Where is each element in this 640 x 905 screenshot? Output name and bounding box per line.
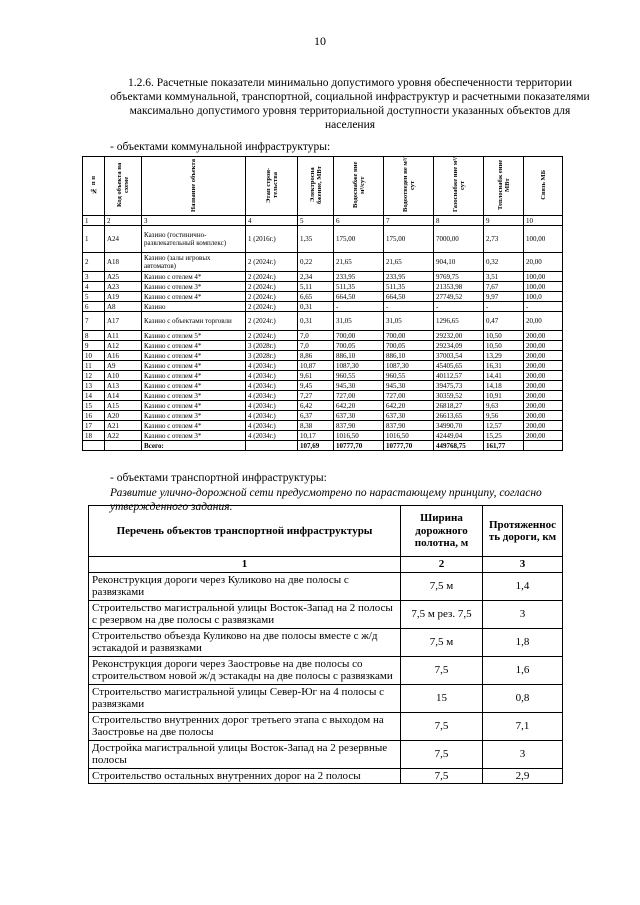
table1-cell: А22 [105, 431, 142, 441]
table1-cell: 3 (2028г.) [246, 341, 298, 351]
table1-cell: 14 [83, 391, 105, 401]
table2-header-row [89, 506, 563, 557]
table2-row [89, 740, 563, 768]
table2-cell: 7,5 м рез. 7,5 [401, 600, 483, 628]
table1-cell: А14 [105, 391, 142, 401]
table1-header: Связь МБ [524, 157, 563, 216]
table1-cell: А16 [105, 351, 142, 361]
table1-cell: 2,34 [298, 272, 334, 282]
table1-cell: А24 [105, 226, 142, 253]
table1-cell: 100,00 [524, 272, 563, 282]
table2-colnum-row [89, 557, 563, 573]
table1-cell: 39475,73 [434, 381, 484, 391]
table1-cell: 42449,04 [434, 431, 484, 441]
table1-header: Название объекта [142, 157, 246, 216]
table1-cell: Казино с отелем 4* [142, 421, 246, 431]
table2-cell: 2,9 [483, 768, 563, 784]
table1-cell: А25 [105, 272, 142, 282]
table1-cell: 14,41 [484, 371, 524, 381]
table1-cell: Казино с объектами торговли [142, 312, 246, 331]
table1-cell: 904,10 [434, 253, 484, 272]
table1-header: Электросна бжение, МВт [298, 157, 334, 216]
table1-cell: 511,35 [384, 282, 434, 292]
table1-cell: 2,73 [484, 226, 524, 253]
table2-cell: 7,5 [401, 768, 483, 784]
table1-cell: 29232,00 [434, 331, 484, 341]
table1-cell: А21 [105, 421, 142, 431]
table1-cell: - [484, 302, 524, 312]
table1-cell: 175,00 [334, 226, 384, 253]
table1-cell: 9,45 [298, 381, 334, 391]
table1-row [83, 421, 563, 431]
table1-cell: 3 (2028г.) [246, 351, 298, 361]
table1-row [83, 282, 563, 292]
table1-cell: 7 [83, 312, 105, 331]
table2-cell: Строительство объезда Куликово на две полосы вместе с ж/д эстакадой и развязками [89, 628, 401, 656]
table2-header: Ширина дорожного полотна, м [401, 506, 483, 557]
table1-cell: 8 [83, 331, 105, 341]
table1-cell: Казино с отелем 4* [142, 381, 246, 391]
table1-cell: 200,00 [524, 331, 563, 341]
table1-cell: 37003,54 [434, 351, 484, 361]
table1-row [83, 391, 563, 401]
table1-cell: 637,30 [384, 411, 434, 421]
table1-cell: 4 [83, 282, 105, 292]
table2-row [89, 768, 563, 784]
table2-cell: 7,5 [401, 656, 483, 684]
table1-cell: 175,00 [384, 226, 434, 253]
table1-cell: 10,50 [484, 341, 524, 351]
table1-total-cell: 107,69 [298, 441, 334, 451]
table1-total-cell: Всего: [142, 441, 246, 451]
table1-cell: 6,42 [298, 401, 334, 411]
table1-cell: 5 [83, 292, 105, 302]
table1-cell: 7 [384, 216, 434, 226]
table1-cell: Казино с отелем 4* [142, 351, 246, 361]
table1-cell: Казино с отелем 3* [142, 282, 246, 292]
table1-cell: 664,50 [384, 292, 434, 302]
table1-cell: 1296,65 [434, 312, 484, 331]
table1-cell: 1087,30 [384, 361, 434, 371]
table2-cell: 7,5 [401, 712, 483, 740]
table1-cell: - [434, 302, 484, 312]
table1-cell: 16 [83, 411, 105, 421]
table1-cell: 511,35 [334, 282, 384, 292]
table1-row [83, 371, 563, 381]
table1-row [83, 381, 563, 391]
table2-cell: Реконструкция дороги через Куликово на две полосы с развязками [89, 572, 401, 600]
table1-row [83, 302, 563, 312]
table1-cell: 700,00 [334, 331, 384, 341]
table1-cell: 727,00 [334, 391, 384, 401]
table1-cell: 7,67 [484, 282, 524, 292]
table1-header: № п п [83, 157, 105, 216]
table2-cell: 7,5 м [401, 572, 483, 600]
table1-cell: 29234,09 [434, 341, 484, 351]
table1-cell: 4 (2034г.) [246, 411, 298, 421]
table1-header-row [83, 157, 563, 216]
table1-total-cell: 10777,70 [334, 441, 384, 451]
table2-cell: 0,8 [483, 684, 563, 712]
table2-cell: 7,5 [401, 740, 483, 768]
table1-cell: 200,00 [524, 381, 563, 391]
table2-cell: Достройка магистральной улицы Восток-Запад на 2 резервные полосы [89, 740, 401, 768]
table1-cell: 13,29 [484, 351, 524, 361]
table1-cell: 21,65 [384, 253, 434, 272]
table2-cell: 15 [401, 684, 483, 712]
table1-cell: 642,20 [334, 401, 384, 411]
table1-cell: Казино с отелем 3* [142, 431, 246, 441]
table1-row [83, 351, 563, 361]
table1-cell: 2 (2024г.) [246, 302, 298, 312]
table1-cell: 6 [334, 216, 384, 226]
table1-cell: 26613,65 [434, 411, 484, 421]
table2-cell: 1,8 [483, 628, 563, 656]
table1-header: Теплоснабж ение МВт [484, 157, 524, 216]
table1-cell: А8 [105, 302, 142, 312]
table1-cell: 2 (2024г.) [246, 312, 298, 331]
table1-header: Водоотведен ие м³/сут [384, 157, 434, 216]
table1-cell: 960,55 [334, 371, 384, 381]
table2-cell: 1,4 [483, 572, 563, 600]
table1-cell: 200,00 [524, 391, 563, 401]
table1-cell: 3 [142, 216, 246, 226]
table1-cell: 4 (2034г.) [246, 401, 298, 411]
table1-row [83, 411, 563, 421]
table1-cell: 700,05 [384, 341, 434, 351]
table1-cell: 837,90 [334, 421, 384, 431]
table1-total-cell [246, 441, 298, 451]
table1-cell: 10,91 [484, 391, 524, 401]
table2-header: Протяженнос ть дороги, км [483, 506, 563, 557]
table1-cell: 8 [434, 216, 484, 226]
table1-cell: 200,00 [524, 361, 563, 371]
table1-cell: 10 [524, 216, 563, 226]
table1-cell: 0,31 [298, 302, 334, 312]
table1-cell: 100,00 [524, 282, 563, 292]
table1-cell: 26818,27 [434, 401, 484, 411]
table1-cell: 1087,30 [334, 361, 384, 371]
table1-cell: 9,63 [484, 401, 524, 411]
table1-cell: - [524, 302, 563, 312]
table1-cell: 14,18 [484, 381, 524, 391]
table2-cell: Строительство магистральной улицы Север-Юг на 4 полосы с развязками [89, 684, 401, 712]
table1-cell: 3 [83, 272, 105, 282]
table1-cell: 100,0 [524, 292, 563, 302]
table1-cell: 664,50 [334, 292, 384, 302]
table1-cell: 8,86 [298, 351, 334, 361]
table1-cell: 700,05 [334, 341, 384, 351]
table2-cell: 7,1 [483, 712, 563, 740]
table1-cell: 12,57 [484, 421, 524, 431]
table1-row [83, 253, 563, 272]
table1-cell: 17 [83, 421, 105, 431]
transport-infrastructure-table [88, 505, 563, 784]
table1-cell: 2 [105, 216, 142, 226]
table1-cell: 2 (2024г.) [246, 282, 298, 292]
table1-cell: 0,32 [484, 253, 524, 272]
table1-total-cell: 10777,70 [384, 441, 434, 451]
table1-cell: 21,65 [334, 253, 384, 272]
table1-cell: 2 (2024г.) [246, 272, 298, 282]
table1-row [83, 341, 563, 351]
table1-cell: 1 [83, 226, 105, 253]
table1-cell: А11 [105, 331, 142, 341]
table1-cell: Казино (залы игровых автоматов) [142, 253, 246, 272]
table1-cell: 30359,52 [434, 391, 484, 401]
table1-cell: 886,10 [334, 351, 384, 361]
table1-cell: 886,10 [384, 351, 434, 361]
table1-row [83, 361, 563, 371]
table1-header: Код объекта на схеме [105, 157, 142, 216]
table1-cell: Казино с отелем 3* [142, 411, 246, 421]
table1-cell: Казино [142, 302, 246, 312]
table1-cell: Казино с отелем 4* [142, 371, 246, 381]
table1-cell: 1 [83, 216, 105, 226]
table1-cell: 945,30 [384, 381, 434, 391]
table1-cell: 200,00 [524, 431, 563, 441]
communal-label: - объектами коммунальной инфраструктуры: [110, 141, 331, 153]
table1-cell: 4 (2034г.) [246, 421, 298, 431]
table2-row [89, 600, 563, 628]
table1-header: Водоснабже ние м³/сут [334, 157, 384, 216]
table1-total-cell [524, 441, 563, 451]
table1-cell: А23 [105, 282, 142, 292]
table1-cell: 4 (2034г.) [246, 431, 298, 441]
table1-cell: 642,20 [384, 401, 434, 411]
table1-cell: 1016,50 [334, 431, 384, 441]
table1-cell: 0,31 [298, 312, 334, 331]
table1-cell: 0,22 [298, 253, 334, 272]
table2-row [89, 712, 563, 740]
table1-cell: 45405,65 [434, 361, 484, 371]
table1-cell: 13 [83, 381, 105, 391]
table2-row [89, 684, 563, 712]
table1-cell: Казино с отелем 4* [142, 361, 246, 371]
table1-cell: 637,30 [334, 411, 384, 421]
table1-cell: 8,38 [298, 421, 334, 431]
table1-cell: 2 (2024г.) [246, 292, 298, 302]
table1-header: Этап строи-тельства [246, 157, 298, 216]
table1-cell: - [334, 302, 384, 312]
table1-cell: 960,55 [384, 371, 434, 381]
table1-cell: Казино с отелем 3* [142, 391, 246, 401]
table1-cell: 10 [83, 351, 105, 361]
table1-cell: 837,90 [384, 421, 434, 431]
table1-cell: 31,05 [334, 312, 384, 331]
table2-cell: Реконструкция дороги через Заостровье на две полосы со строительством новой ж/д эстакады на две полосы с развязками [89, 656, 401, 684]
table1-cell: - [384, 302, 434, 312]
table1-cell: А13 [105, 381, 142, 391]
table1-cell: 18 [83, 431, 105, 441]
page-number: 10 [314, 34, 326, 48]
table1-cell: 31,05 [384, 312, 434, 331]
table1-cell: 9,61 [298, 371, 334, 381]
table1-cell: 200,00 [524, 371, 563, 381]
transport-note: Развитие улично-дорожной сети предусмотрено по нарастающему принципу, согласно утвержденного задания. [110, 487, 542, 513]
table1-cell: 727,00 [384, 391, 434, 401]
table1-cell: А18 [105, 253, 142, 272]
table1-cell: Казино с отелем 5* [142, 331, 246, 341]
table1-cell: 200,00 [524, 401, 563, 411]
table1-row [83, 292, 563, 302]
table2-header: Перечень объектов транспортной инфраструктуры [89, 506, 401, 557]
table1-row [83, 431, 563, 441]
table1-cell: А12 [105, 341, 142, 351]
table1-cell: 6,65 [298, 292, 334, 302]
table1-row [83, 312, 563, 331]
table2-cell: 7,5 м [401, 628, 483, 656]
table1-cell: 200,00 [524, 341, 563, 351]
section-heading: 1.2.6. Расчетные показатели минимально допустимого уровня обеспеченности территории объектами коммунальной, транспортной, социальной инфраструктур и расчетными показателями максимально допустимого уровня территориальной доступности указанных объектов для населения [110, 77, 590, 131]
table1-cell: 15 [83, 401, 105, 411]
table2-cell: Строительство внутренних дорог третьего этапа с выходом на Заостровье на две полосы [89, 712, 401, 740]
table1-cell: 5,11 [298, 282, 334, 292]
table1-cell: 27749,52 [434, 292, 484, 302]
table1-total-cell [105, 441, 142, 451]
table1-cell: Казино (гостинично-развлекательный комплекс) [142, 226, 246, 253]
table1-cell: А10 [105, 371, 142, 381]
table1-cell: 9,56 [484, 411, 524, 421]
table1-cell: 20,00 [524, 253, 563, 272]
table1-cell: Казино с отелем 4* [142, 341, 246, 351]
table2-row [89, 656, 563, 684]
table2-cell: 1 [89, 557, 401, 573]
table1-cell: 1,35 [298, 226, 334, 253]
table1-cell: 20,00 [524, 312, 563, 331]
table1-cell: 0,47 [484, 312, 524, 331]
table2-row [89, 572, 563, 600]
table1-cell: 9 [484, 216, 524, 226]
table1-cell: 4 (2034г.) [246, 371, 298, 381]
table1-cell: 5 [298, 216, 334, 226]
table1-cell: А15 [105, 401, 142, 411]
transport-label: - объектами транспортной инфраструктуры: [110, 472, 327, 484]
table1-cell: 16,31 [484, 361, 524, 371]
table1-cell: 9,97 [484, 292, 524, 302]
table1-cell: 700,00 [384, 331, 434, 341]
table1-cell: 3,51 [484, 272, 524, 282]
table2-row [89, 628, 563, 656]
table1-cell: А9 [105, 361, 142, 371]
table1-cell: А20 [105, 411, 142, 421]
table1-cell: 10,50 [484, 331, 524, 341]
table1-cell: А19 [105, 292, 142, 302]
table1-cell: 1016,50 [384, 431, 434, 441]
table1-cell: 10,87 [298, 361, 334, 371]
communal-infrastructure-table [82, 156, 563, 451]
table1-cell: 233,95 [384, 272, 434, 282]
table1-cell: 2 (2024г.) [246, 331, 298, 341]
table1-cell: 100,00 [524, 226, 563, 253]
table1-cell: 9769,75 [434, 272, 484, 282]
table1-cell: 6 [83, 302, 105, 312]
table1-cell: 7,27 [298, 391, 334, 401]
table1-row [83, 272, 563, 282]
table1-row [83, 401, 563, 411]
table1-colnum-row [83, 216, 563, 226]
table1-total-cell: 449768,75 [434, 441, 484, 451]
table1-cell: 4 [246, 216, 298, 226]
table1-cell: 7000,00 [434, 226, 484, 253]
table1-cell: 7,0 [298, 341, 334, 351]
table1-cell: 12 [83, 371, 105, 381]
table1-cell: 34990,70 [434, 421, 484, 431]
table1-total-cell [83, 441, 105, 451]
table1-cell: Казино с отелем 4* [142, 272, 246, 282]
table1-cell: 2 (2024г.) [246, 253, 298, 272]
table2-cell: Строительство остальных внутренних дорог на 2 полосы [89, 768, 401, 784]
table2-cell: Строительство магистральной улицы Восток-Запад на 2 полосы с резервом на две полосы с развязками [89, 600, 401, 628]
table1-cell: 4 (2034г.) [246, 361, 298, 371]
table1-cell: 11 [83, 361, 105, 371]
table1-cell: 200,00 [524, 411, 563, 421]
table1-total-row [83, 441, 563, 451]
table2-cell: 1,6 [483, 656, 563, 684]
table1-cell: 200,00 [524, 351, 563, 361]
table1-cell: Казино с отелем 4* [142, 401, 246, 411]
table1-cell: 7,0 [298, 331, 334, 341]
table1-cell: 1 (2016г.) [246, 226, 298, 253]
table1-cell: 21353,98 [434, 282, 484, 292]
table1-cell: 945,30 [334, 381, 384, 391]
table1-row [83, 331, 563, 341]
table1-row [83, 226, 563, 253]
table2-cell: 3 [483, 600, 563, 628]
table1-total-cell: 161,77 [484, 441, 524, 451]
table1-cell: 200,00 [524, 421, 563, 431]
table2-cell: 3 [483, 740, 563, 768]
table1-cell: 233,95 [334, 272, 384, 282]
table1-cell: Казино с отелем 4* [142, 292, 246, 302]
table1-cell: 9 [83, 341, 105, 351]
table1-cell: 4 (2034г.) [246, 391, 298, 401]
table1-cell: 40112,57 [434, 371, 484, 381]
table2-cell: 2 [401, 557, 483, 573]
table1-cell: 4 (2034г.) [246, 381, 298, 391]
table1-cell: 15,25 [484, 431, 524, 441]
table1-cell: А17 [105, 312, 142, 331]
table1-cell: 2 [83, 253, 105, 272]
table1-cell: 6,37 [298, 411, 334, 421]
table2-cell: 3 [483, 557, 563, 573]
table1-cell: 10,17 [298, 431, 334, 441]
table1-header: Газоснабже ние м³/сут [434, 157, 484, 216]
